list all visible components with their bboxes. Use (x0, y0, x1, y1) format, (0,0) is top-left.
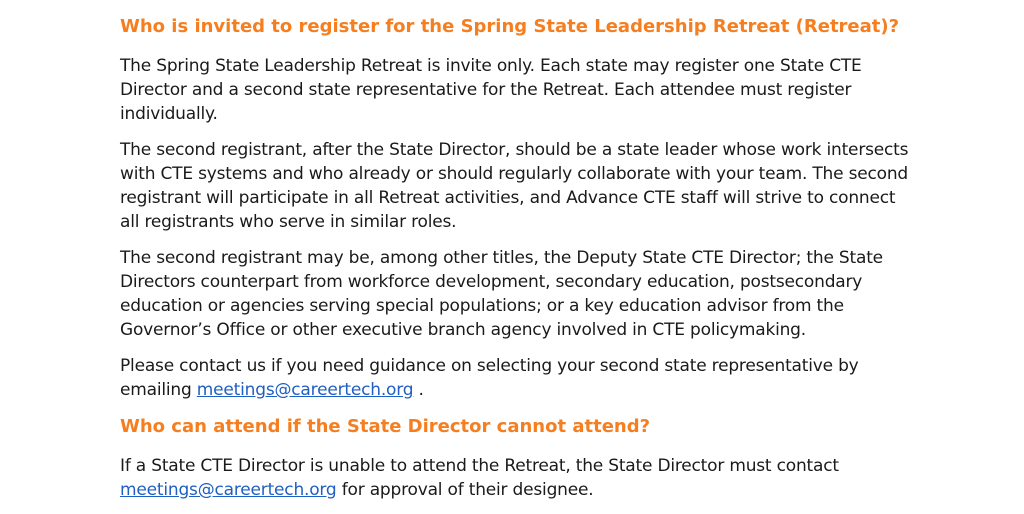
paragraph-second-registrant: The second registrant, after the State Director, should be a state leader whose work intersects with CTE systems and who already or should regularly collaborate with your team. The second registrant will participate in all Retreat activities, and Advance CTE staff will strive to connect all registrants who serve in similar roles. (120, 140, 909, 232)
paragraph-contact (120, 354, 910, 402)
paragraph-invite-only: The Spring State Leadership Retreat is invite only. Each state may register one State CTE Director and a second state representative for the Retreat. Each attendee must register individually. (120, 56, 862, 124)
paragraph-registrant-titles: The second registrant may be, among other titles, the Deputy State CTE Director; the State Directors counterpart from workforce development, secondary education, postsecondary education or agencies serving special populations; or a key education advisor from the Governor’s Office or other executive branch agency involved in CTE policymaking. (120, 248, 883, 340)
designee-text: If a State CTE Director is unable to attend the Retreat, the State Director must contact (120, 456, 839, 476)
contact-suffix: . (413, 380, 424, 400)
designee-email-link[interactable]: meetings@careertech.org (120, 480, 337, 500)
paragraph-designee (120, 454, 910, 502)
document-page (120, 14, 910, 514)
section-heading-designee: Who can attend if the State Director cannot attend? (120, 416, 651, 437)
designee-text-after: for approval of their designee. (341, 480, 594, 500)
email-link[interactable]: meetings@careertech.org (196, 380, 414, 400)
contact-text: Please contact us if you need guidance on selecting your second state representative by emailing (120, 356, 859, 400)
section-heading-invited: Who is invited to register for the Spring State Leadership Retreat (Retreat)? (120, 16, 900, 37)
